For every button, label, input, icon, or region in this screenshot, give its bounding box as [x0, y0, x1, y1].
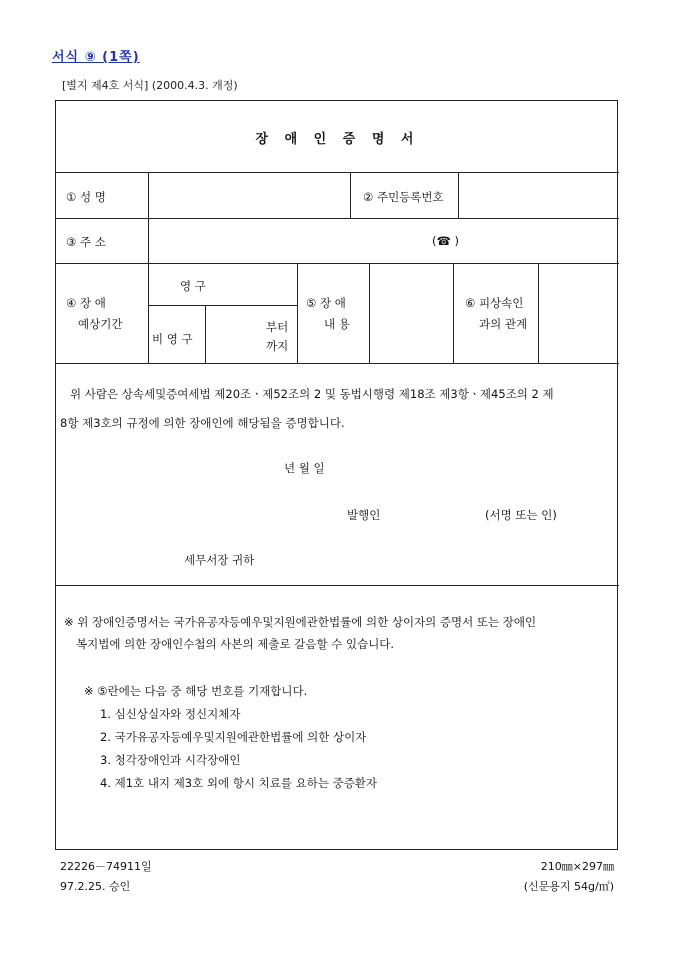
issue-date: 년 월 일: [284, 461, 325, 475]
list-item: 4. 제1호 내지 제3호 외에 항시 치료를 요하는 중증환자: [100, 776, 378, 790]
phone-field[interactable]: (☎ ): [432, 234, 459, 248]
form-number-label: 서식 ⑨ (1쪽): [52, 50, 140, 65]
non-permanent-label: 비 영 구: [152, 332, 193, 346]
relation-field[interactable]: [539, 264, 618, 362]
list-item: 1. 심신상실자와 정신지체자: [100, 707, 241, 721]
disability-content-label-2: 내 용: [324, 317, 350, 331]
disability-period-label: ④ 장 애: [66, 296, 106, 310]
resident-number-label: ② 주민등록번호: [363, 190, 444, 204]
note-2-header: ※ ⑤란에는 다음 중 해당 번호를 기재합니다.: [84, 684, 308, 698]
name-label: ① 성 명: [66, 190, 106, 204]
disability-content-field[interactable]: [370, 264, 452, 362]
list-item: 2. 국가유공자등예우및지원에관한법률에 의한 상이자: [100, 730, 367, 744]
form-code: 22226－74911일: [60, 860, 152, 873]
signature-label: (서명 또는 인): [485, 508, 557, 522]
certificate-form: [55, 100, 618, 850]
until-label: 까지: [266, 339, 289, 353]
paper-type: (신문용지 54g/㎡): [523, 880, 614, 893]
note-1-line-2: 복지법에 의한 장애인수첩의 사본의 제출로 갈음할 수 있습니다.: [76, 637, 395, 651]
addressee: 세무서장 귀하: [184, 553, 255, 567]
relation-label: ⑥ 피상속인: [465, 296, 524, 310]
disability-content-label: ⑤ 장 애: [306, 296, 346, 310]
from-label: 부터: [266, 320, 289, 334]
list-item: 3. 청각장애인과 시각장애인: [100, 753, 241, 767]
approval-date: 97.2.25. 승인: [60, 880, 131, 893]
permanent-option[interactable]: 영 구: [180, 279, 206, 293]
note-1-line-1: ※ 위 장애인증명서는 국가유공자등예우및지원에관한법률에 의한 상이자의 증명서 또는 장애인: [64, 615, 537, 629]
relation-label-2: 과의 관계: [479, 317, 528, 331]
address-label: ③ 주 소: [66, 235, 106, 249]
statement-line-2: 8항 제3호의 규정에 의한 장애인에 해당됨을 증명합니다.: [60, 416, 345, 430]
issuer-label: 발행인: [347, 508, 381, 522]
name-field[interactable]: [149, 173, 349, 217]
paper-size: 210㎜×297㎜: [540, 860, 614, 873]
resident-number-field[interactable]: [459, 173, 617, 217]
address-field[interactable]: [149, 219, 449, 262]
form-title: 장 애 인 증 명 서: [255, 132, 420, 147]
disability-period-label-2: 예상기간: [78, 317, 123, 331]
statement-line-1: 위 사람은 상속세및증여세법 제20조ㆍ제52조의 2 및 동법시행령 제18조 제3항ㆍ제45조의 2 제: [70, 387, 554, 401]
form-subheading: [별지 제4호 서식] (2000.4.3. 개정): [62, 79, 238, 92]
